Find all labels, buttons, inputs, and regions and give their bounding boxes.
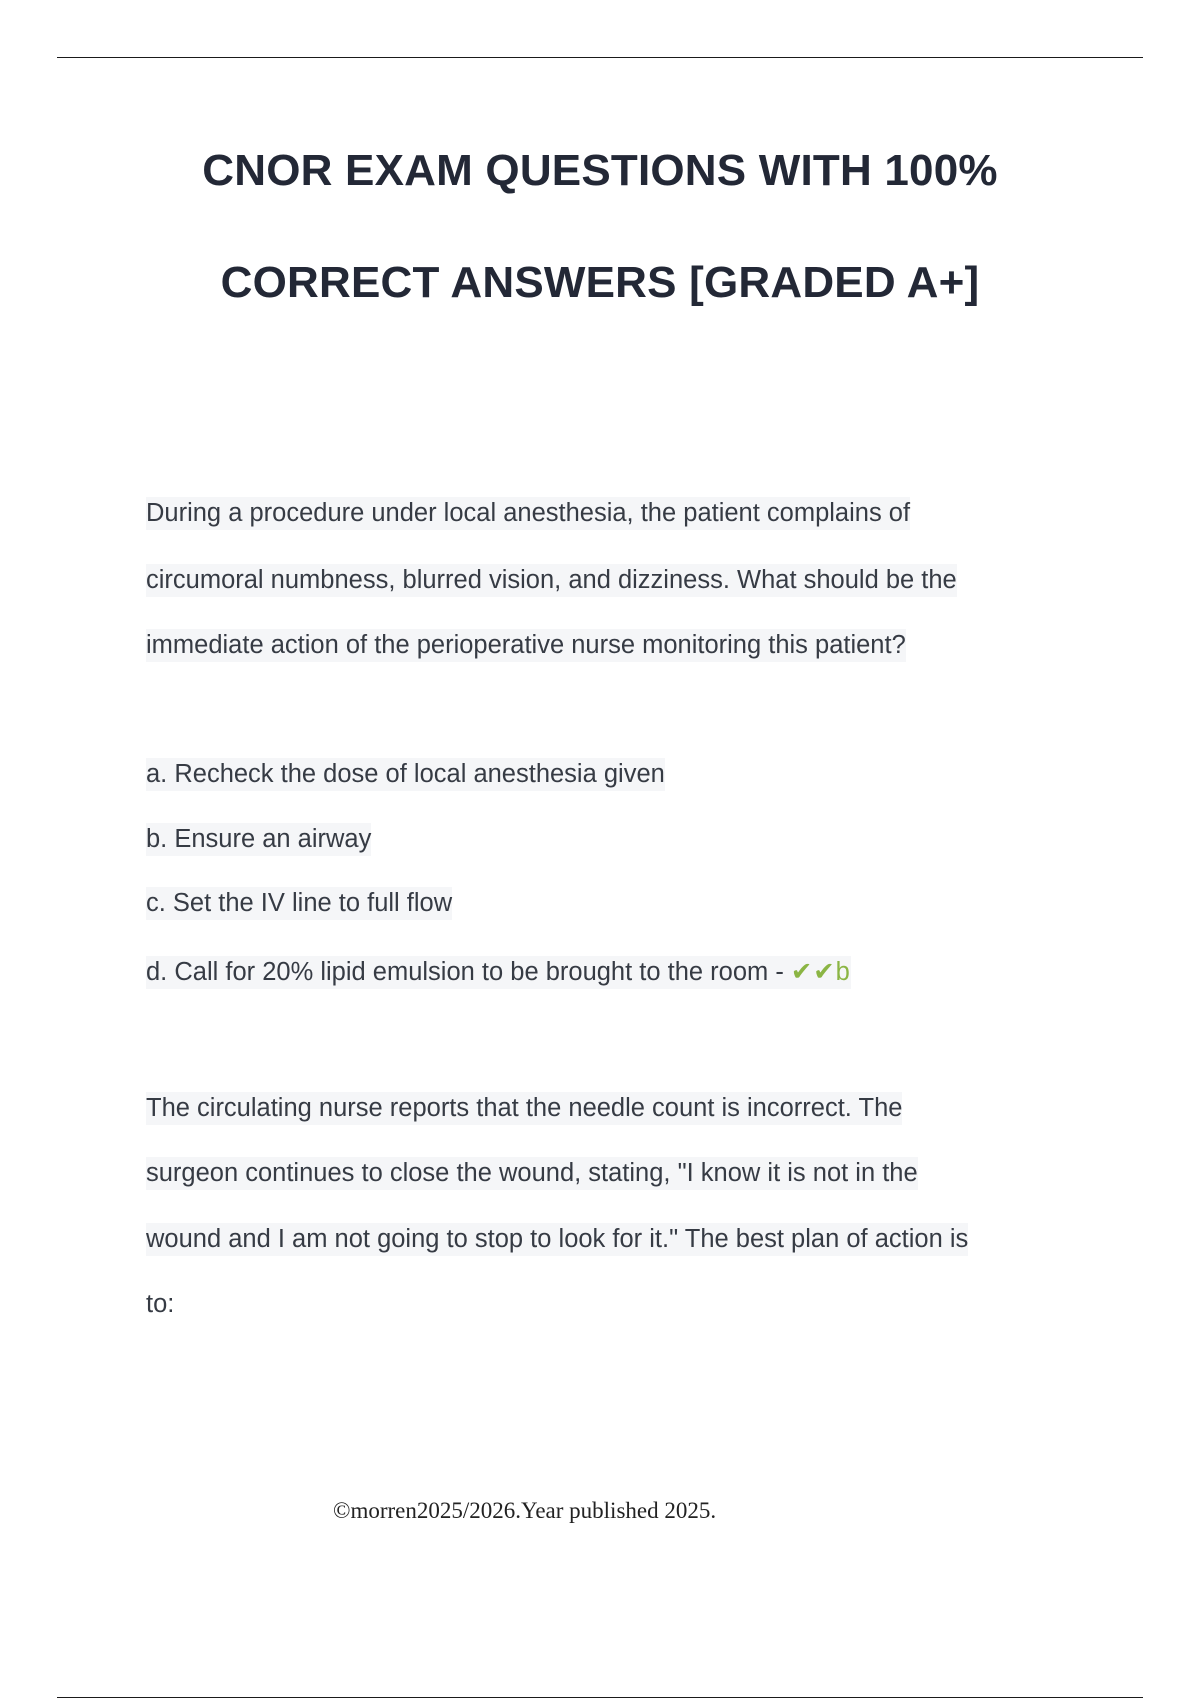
question-2-stem-line-3: wound and I am not going to stop to look for it." The best plan of action is (146, 1222, 968, 1256)
question-1-option-a: a. Recheck the dose of local anesthesia given (146, 757, 665, 791)
question-1-option-c: c. Set the IV line to full flow (146, 886, 452, 920)
question-1-stem-line-2: circumoral numbness, blurred vision, and dizziness. What should be the (146, 563, 957, 597)
copyright-footer: ©morren2025/2026.Year published 2025. (333, 1498, 717, 1523)
top-divider (57, 57, 1143, 58)
document-title-line-2: CORRECT ANSWERS [GRADED A+] (220, 258, 980, 307)
question-1-stem-line-1: During a procedure under local anesthesia, the patient complains of (146, 496, 910, 530)
question-2-stem-line-2: surgeon continues to close the wound, stating, "I know it is not in the (146, 1156, 918, 1190)
document-title-line-1: CNOR EXAM QUESTIONS WITH 100% (202, 146, 998, 195)
answer-check-mark: ✔✔b (790, 958, 851, 986)
bottom-divider (57, 1697, 1143, 1698)
question-1-stem-line-3: immediate action of the perioperative nurse monitoring this patient? (146, 628, 906, 662)
question-1-option-b: b. Ensure an airway (146, 822, 371, 856)
question-1-option-d (146, 955, 851, 989)
question-2-stem-line-1: The circulating nurse reports that the needle count is incorrect. The (146, 1091, 902, 1125)
option-d-text: d. Call for 20% lipid emulsion to be brought to the room - (146, 958, 791, 986)
question-2-stem-line-4: to: (146, 1290, 175, 1318)
